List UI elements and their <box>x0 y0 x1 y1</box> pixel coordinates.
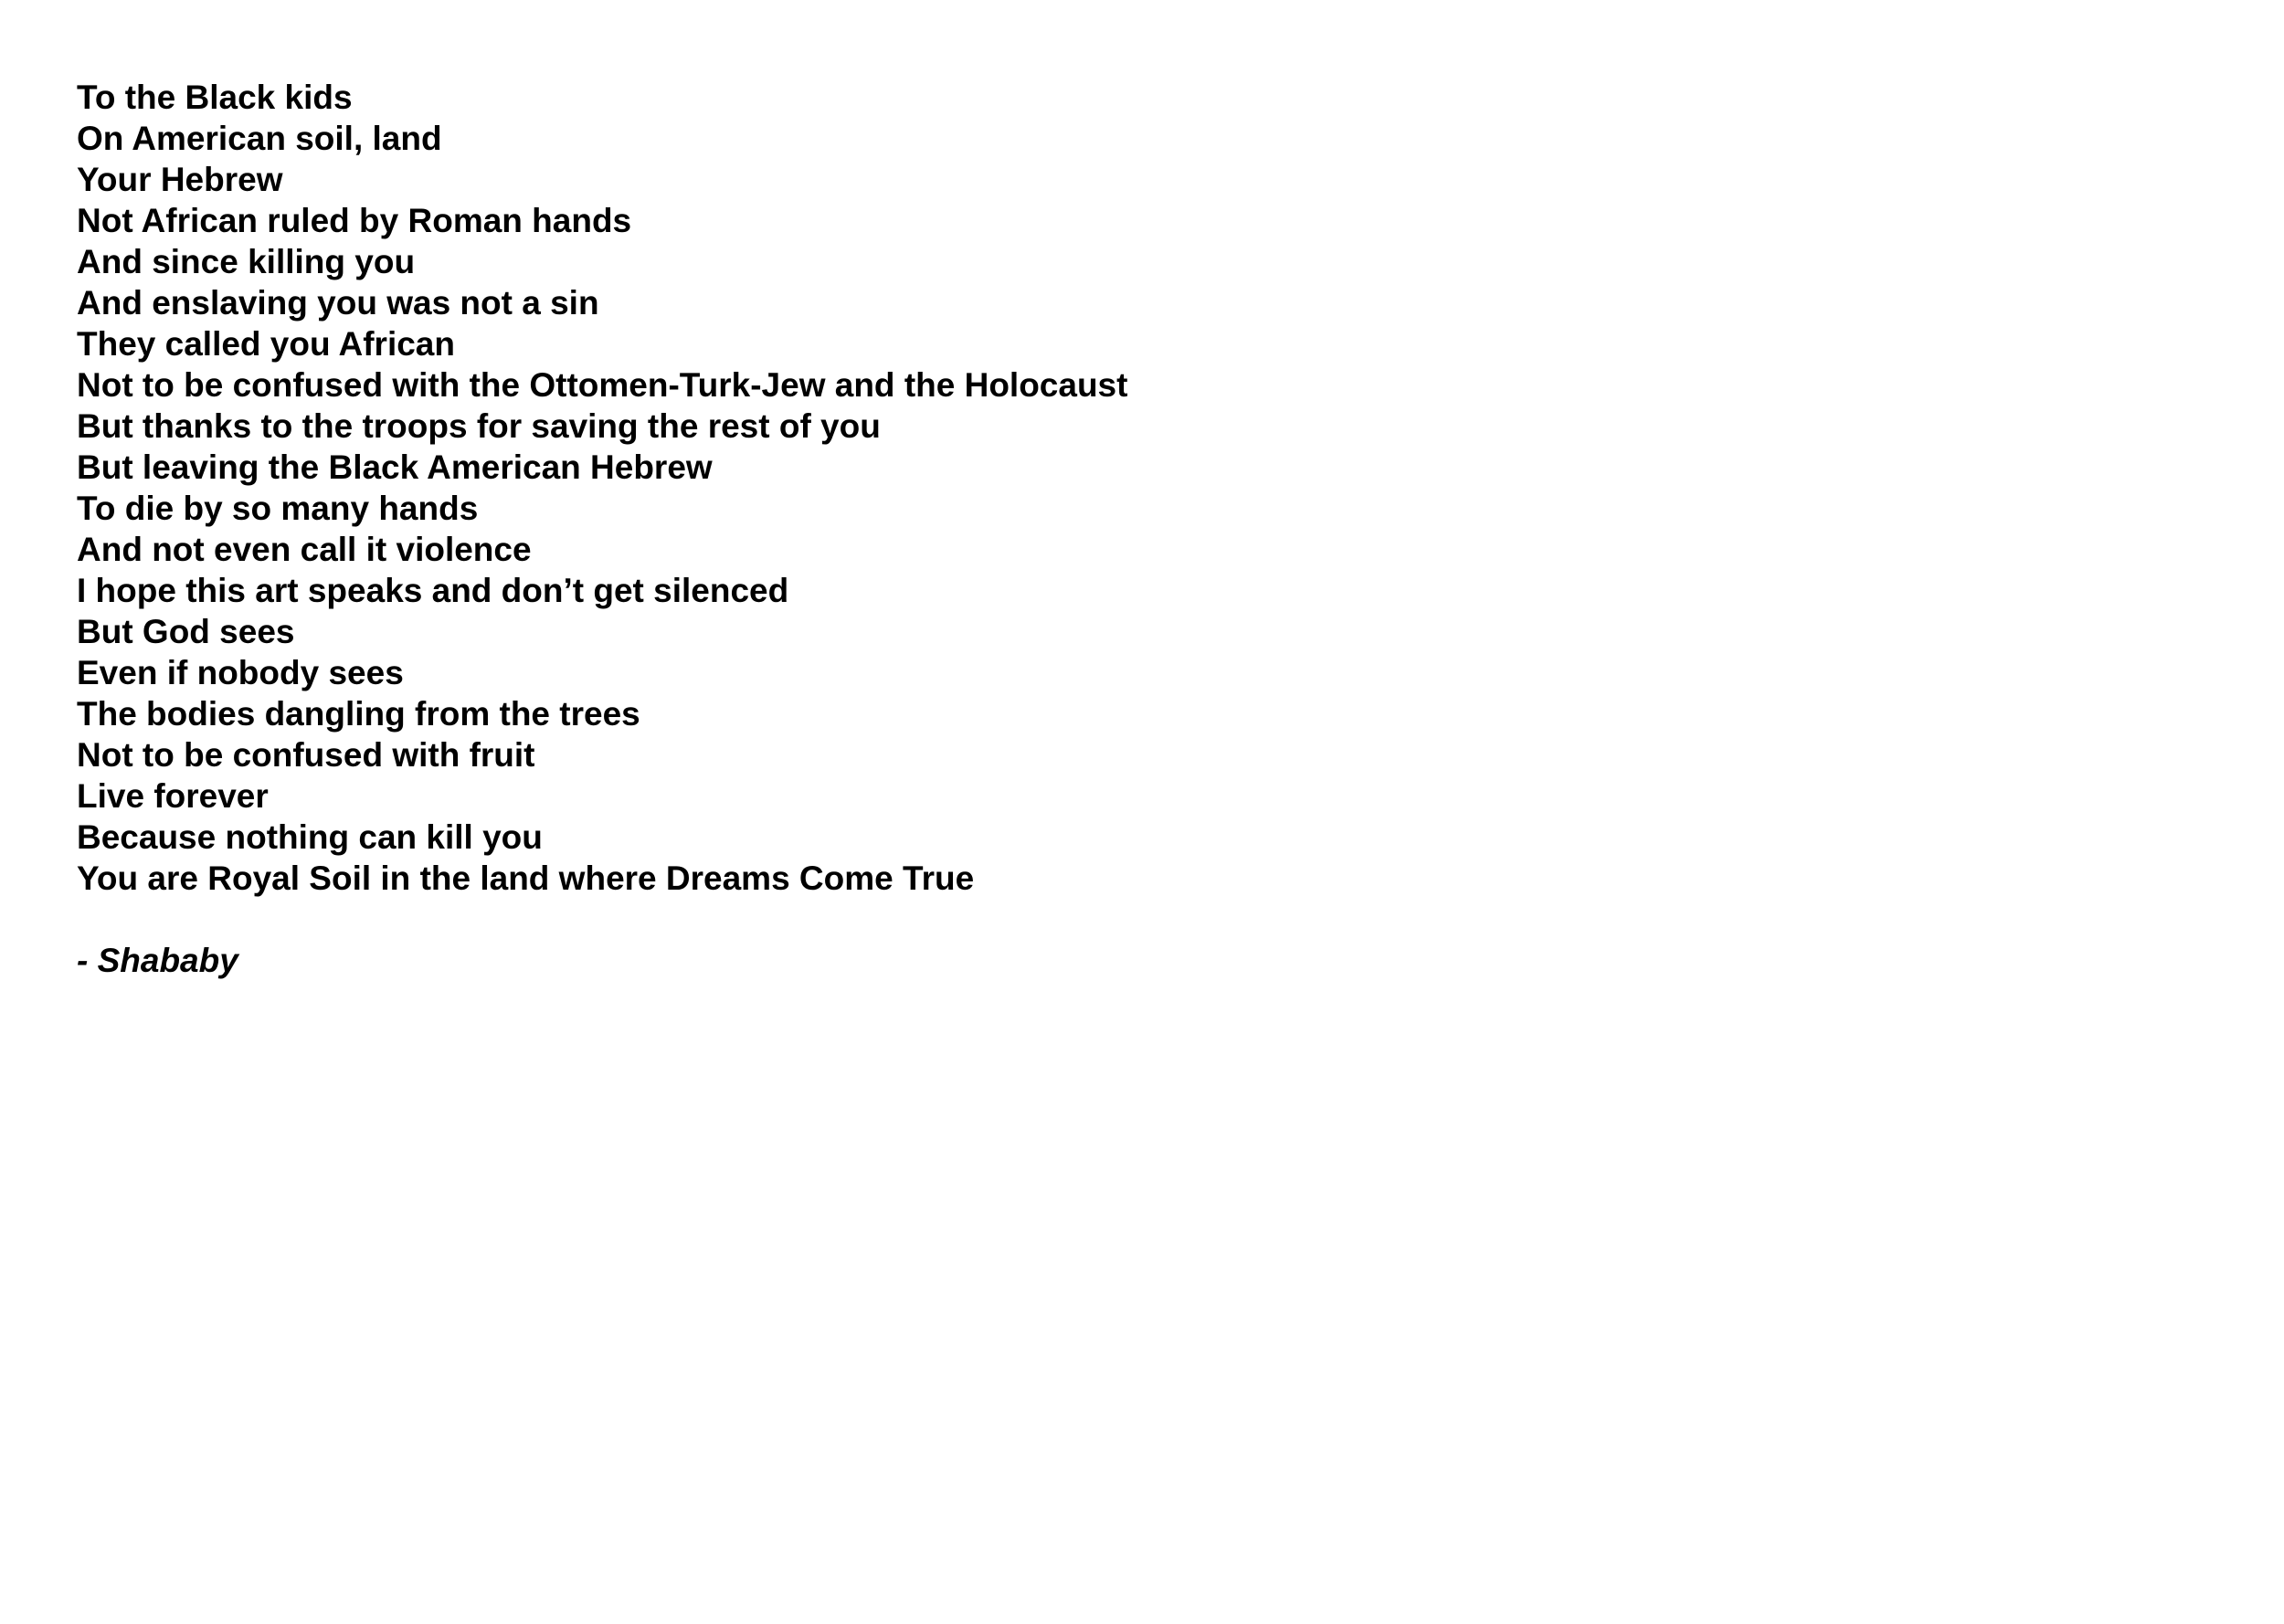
poem-line: To die by so many hands <box>77 490 479 527</box>
poem-signature: - Shababy <box>77 942 238 979</box>
poem-line: But leaving the Black American Hebrew <box>77 448 713 486</box>
poem-line: On American soil, land <box>77 120 442 157</box>
poem-line: Even if nobody sees <box>77 654 404 691</box>
poem-line: Not to be confused with the Ottomen-Turk-Jew and the Holocaust <box>77 366 1128 404</box>
poem-line: Not to be confused with fruit <box>77 736 535 774</box>
poem-line: You are Royal Soil in the land where Dreams Come True <box>77 859 975 897</box>
poem-line: To the Black kids <box>77 79 353 116</box>
poem-line: They called you African <box>77 325 455 363</box>
poem-line: Live forever <box>77 777 269 815</box>
poem-line: And since killing you <box>77 243 416 280</box>
poem-line: Not African ruled by Roman hands <box>77 202 632 239</box>
poem-line: I hope this art speaks and don’t get silenced <box>77 572 789 609</box>
poem-line: Your Hebrew <box>77 161 283 198</box>
poem-line: But thanks to the troops for saving the rest of you <box>77 407 881 445</box>
poem-line: Because nothing can kill you <box>77 818 543 856</box>
poem-body <box>77 77 2178 981</box>
poem-line: The bodies dangling from the trees <box>77 695 640 733</box>
poem-line: But God sees <box>77 613 295 650</box>
poem-line: And not even call it violence <box>77 531 532 568</box>
poem-line: And enslaving you was not a sin <box>77 284 599 322</box>
